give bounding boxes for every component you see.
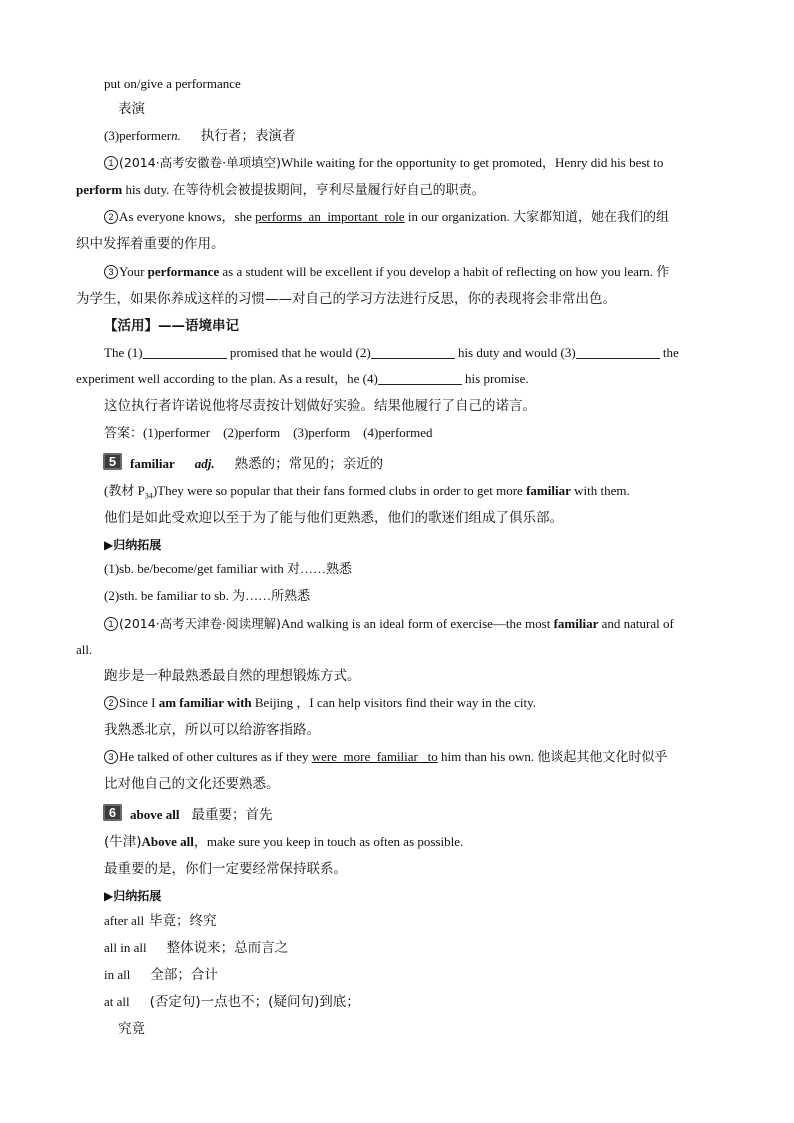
circled-number-icon: 2 [104, 210, 118, 224]
above-all-example-translation: 最重要的是，你们一定要经常保持联系。 [104, 861, 347, 877]
familiar-usage-2: (2)sth. be familiar to sb. 为……所熟悉 [104, 588, 311, 603]
phrase-item-all-in-all: all in all 整体说来；总而言之 [104, 940, 289, 956]
phrase-item-at-all-continued: 究竟 [118, 1021, 145, 1037]
familiar-example-3-line-2: 比对他自己的文化还要熟悉。 [104, 776, 280, 792]
number-6-icon: 6 [103, 804, 122, 821]
apply-sentence-line-2: experiment well according to the plan. As a result，he (4) his promise. [76, 371, 529, 386]
blank-4[interactable] [378, 372, 462, 385]
phrase-put-on-performance: put on/give a performance [104, 76, 241, 91]
extension-heading: ▶归纳拓展 [104, 538, 162, 552]
example-2-line-1: 2 As everyone knows，she performs_an_important_role in our organization. 大家都知道，她在我们的组 [104, 208, 669, 226]
example-3-line-1: 3 Your performance as a student will be excellent if you develop a habit of reflecting on how you learn. 作 [104, 263, 669, 281]
apply-sentence-line-1: The (1) promised that he would (2) his duty and would (3) the [104, 345, 679, 360]
apply-answer: 答案：(1)performer (2)perform (3)perform (4)performed [104, 425, 433, 440]
number-5-icon: 5 [103, 453, 122, 470]
circled-number-icon: 2 [104, 696, 118, 710]
phrase-item-after-all: after all 毕竟；终究 [104, 913, 217, 929]
familiar-usage-1: (1)sb. be/become/get familiar with 对……熟悉 [104, 561, 353, 576]
circled-number-icon: 1 [104, 617, 118, 631]
familiar-example-translation: 他们是如此受欢迎以至于为了能与他们更熟悉，他们的歌迷们组成了俱乐部。 [104, 510, 563, 526]
familiar-example-1-line-2: all. [76, 642, 93, 657]
above-all-heading: above all 最重要；首先 [130, 807, 273, 823]
word-familiar-heading: familiar adj. 熟悉的；常见的；亲近的 [130, 456, 384, 472]
familiar-example-3-line-1: 3 He talked of other cultures as if they were_more_familiar_ to him than his own. 他谈起其他文化时似乎 [104, 748, 667, 766]
example-2-line-2: 织中发挥着重要的作用。 [76, 236, 225, 252]
phrase-item-in-all: in all 全部；合计 [104, 967, 218, 983]
phrase-item-at-all: at all (否定句)一点也不；(疑问句)到底； [104, 994, 360, 1010]
extension-heading: ▶归纳拓展 [104, 889, 162, 903]
apply-heading: 【活用】——语境串记 [104, 318, 239, 334]
word-performer: (3)performern. 执行者；表演者 [104, 128, 296, 144]
familiar-example-1-line-1: 1 (2014·高考天津卷·阅读理解)And walking is an ideal form of exercise—the most familiar and natural of [104, 615, 674, 633]
apply-translation: 这位执行者许诺说他将尽责按计划做好实验。结果他履行了自己的诺言。 [104, 398, 536, 414]
blank-3[interactable] [576, 346, 660, 359]
circled-number-icon: 3 [104, 265, 118, 279]
example-1-line-2: perform his duty. 在等待机会被提拔期间，亨利尽量履行好自己的职责。 [76, 182, 485, 197]
above-all-example: (牛津)Above all，make sure you keep in touch as often as possible. [104, 834, 464, 850]
phrase-translation: 表演 [118, 101, 145, 117]
example-3-line-2: 为学生，如果你养成这样的习惯——对自己的学习方法进行反思，你的表现将会非常出色。 [76, 291, 616, 307]
circled-number-icon: 1 [104, 156, 118, 170]
familiar-example-2: 2 Since I am familiar with Beijing ，I can help visitors find their way in the city. [104, 694, 536, 712]
circled-number-icon: 3 [104, 750, 118, 764]
example-1-line-1: 1 (2014·高考安徽卷·单项填空)While waiting for the opportunity to get promoted，Henry did his best to [104, 154, 663, 172]
blank-1[interactable] [143, 346, 227, 359]
blank-2[interactable] [371, 346, 455, 359]
familiar-example-2-translation: 我熟悉北京，所以可以给游客指路。 [104, 722, 320, 738]
familiar-example-1-translation: 跑步是一种最熟悉最自然的理想锻炼方式。 [104, 668, 361, 684]
familiar-textbook-example: (教材 $P_{34})They$ were so popular that their fans formed clubs in order to get more familiar with them. [104, 483, 630, 501]
